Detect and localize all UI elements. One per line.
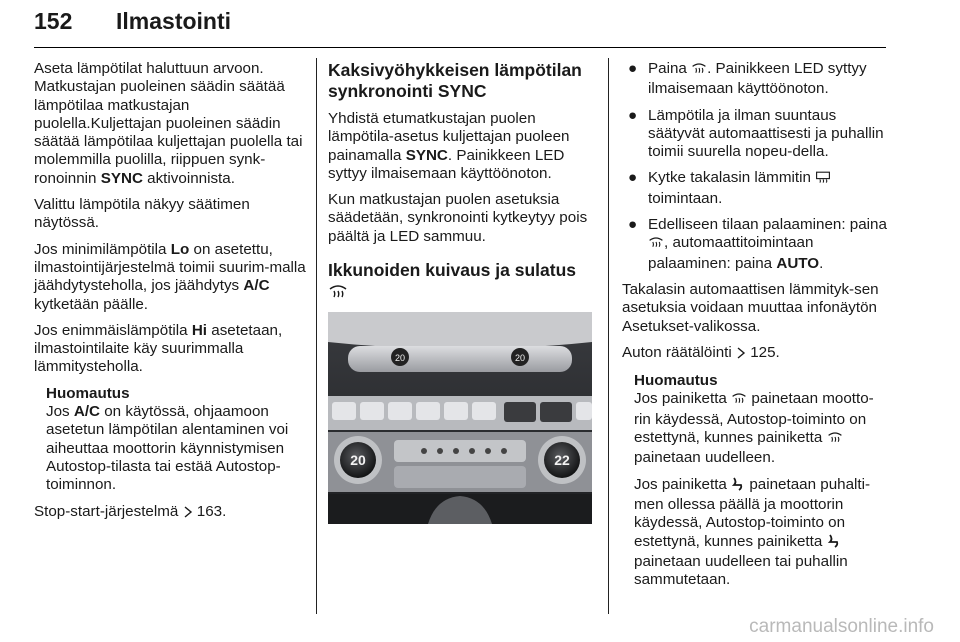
note-title: Huomautus: [634, 372, 718, 390]
list-item: ● Paina . Painikkeen LED syttyy ilmaisemaan käyttöönoton.: [628, 60, 867, 98]
bullet-icon: ●: [628, 106, 638, 124]
column-2: [328, 60, 592, 532]
paragraph: Valittu lämpötila näkyy säätimen näytössä.: [34, 196, 250, 232]
fan-icon: [731, 477, 745, 496]
section-heading: Ikkunoiden kuivaus ja sulatus: [328, 260, 592, 304]
list-item: ● Edelliseen tilaan palaaminen: paina , automaattitoimintaan palaaminen: paina AUTO.: [628, 216, 887, 272]
fan-icon: [827, 534, 841, 553]
display-temp-left: 20: [394, 353, 406, 364]
rear-window-heating-icon: [815, 170, 831, 189]
paragraph: Jos enimmäislämpötila Hi asetetaan, ilmastointilaite käy suurimmalla lämmitysteholla.: [34, 321, 283, 376]
column-divider: [608, 58, 609, 614]
defrost-icon: [328, 283, 348, 304]
page-number: 152: [34, 8, 73, 34]
paragraph: Aseta lämpötilat haluttuun arvoon. Matkustajan puoleinen säädin säätää lämpötilaa matkustajan puolella.Kuljettajan puoleinen säädin säätää lämpötilaa kuljettajan puolella tai molemmilla puolilla, riippuen synk-ronoinnin SYNC aktivoinnista.: [34, 60, 303, 187]
column-3: [622, 60, 888, 597]
list-item: ● Kytke takalasin lämmitin toimintaan.: [622, 169, 888, 208]
page-header: [34, 8, 886, 46]
climate-control-panel-photo: [328, 312, 592, 524]
display-temp-right: 20: [514, 353, 526, 364]
defrost-icon: [691, 61, 707, 80]
section-heading: Kaksivyöhykkeisen lämpötilan synkronointi SYNC: [328, 60, 582, 101]
bullet-icon: ●: [628, 60, 638, 77]
paragraph: Yhdistä etumatkustajan puolen lämpötila-asetus kuljettajan puoleen painamalla SYNC. Painikkeen LED syttyy ilmaisemaan käyttöönoton.: [328, 110, 570, 182]
paragraph: Auton räätälöinti 125.: [622, 344, 888, 364]
note-box: [46, 385, 306, 495]
defrost-icon: [731, 391, 747, 410]
column-divider: [316, 58, 317, 614]
paragraph: Takalasin automaattisen lämmityk-sen asetuksia voidaan muuttaa infonäytön Asetukset-valikossa.: [622, 280, 879, 335]
left-temperature-knob: 20: [350, 452, 366, 469]
page-reference-link[interactable]: 125.: [750, 343, 780, 361]
list-item: ● Lämpötila ja ilman suuntaus säätyvät automaattisesti ja puhallin toimii suurella nopeu-della.: [628, 106, 884, 161]
page-reference-link[interactable]: 163.: [196, 502, 227, 520]
header-rule: [34, 47, 886, 48]
note-text: Jos painiketta painetaan mootto-rin käydessä, Autostop-toiminto on estettynä, kunnes painiketta painetaan uudelleen.: [634, 390, 874, 467]
note-title: Huomautus: [46, 384, 130, 402]
chapter-title: Ilmastointi: [116, 8, 232, 34]
reference-arrow-icon: [736, 346, 746, 364]
right-temperature-knob: 22: [554, 452, 570, 469]
column-1: [34, 60, 306, 531]
reference-arrow-icon: [183, 505, 193, 523]
paragraph: Kun matkustajan puolen asetuksia säädetään, synkronointi kytkeytyy pois päältä ja LED sammuu.: [328, 191, 588, 245]
bullet-icon: ●: [628, 169, 638, 187]
watermark: carmanualsonline.info: [749, 616, 934, 637]
paragraph: Stop-start-järjestelmä 163.: [34, 503, 306, 523]
defrost-icon: [648, 235, 664, 254]
note-box: [634, 372, 888, 589]
paragraph: Jos minimilämpötila Lo on asetettu, ilmastointijärjestelmä toimii suurim-malla jäähdytysteholla, jos jäähdytys A/C kytketään päälle.: [34, 240, 306, 313]
bullet-icon: ●: [628, 216, 638, 234]
note-text: Jos painiketta painetaan puhalti-men ollessa päällä ja moottorin käydessä, Autostop-toiminto on estettynä, kunnes painiketta painetaan uudelleen tai puhallin sammutetaan.: [634, 475, 871, 589]
note-text: Jos A/C on käytössä, ohjaamoon asetetun lämpötilan alentaminen voi aiheuttaa moottorin käynnistymisen Autostop-tilasta tai estää Autostop-toiminnon.: [46, 403, 289, 494]
defrost-icon: [827, 430, 843, 449]
